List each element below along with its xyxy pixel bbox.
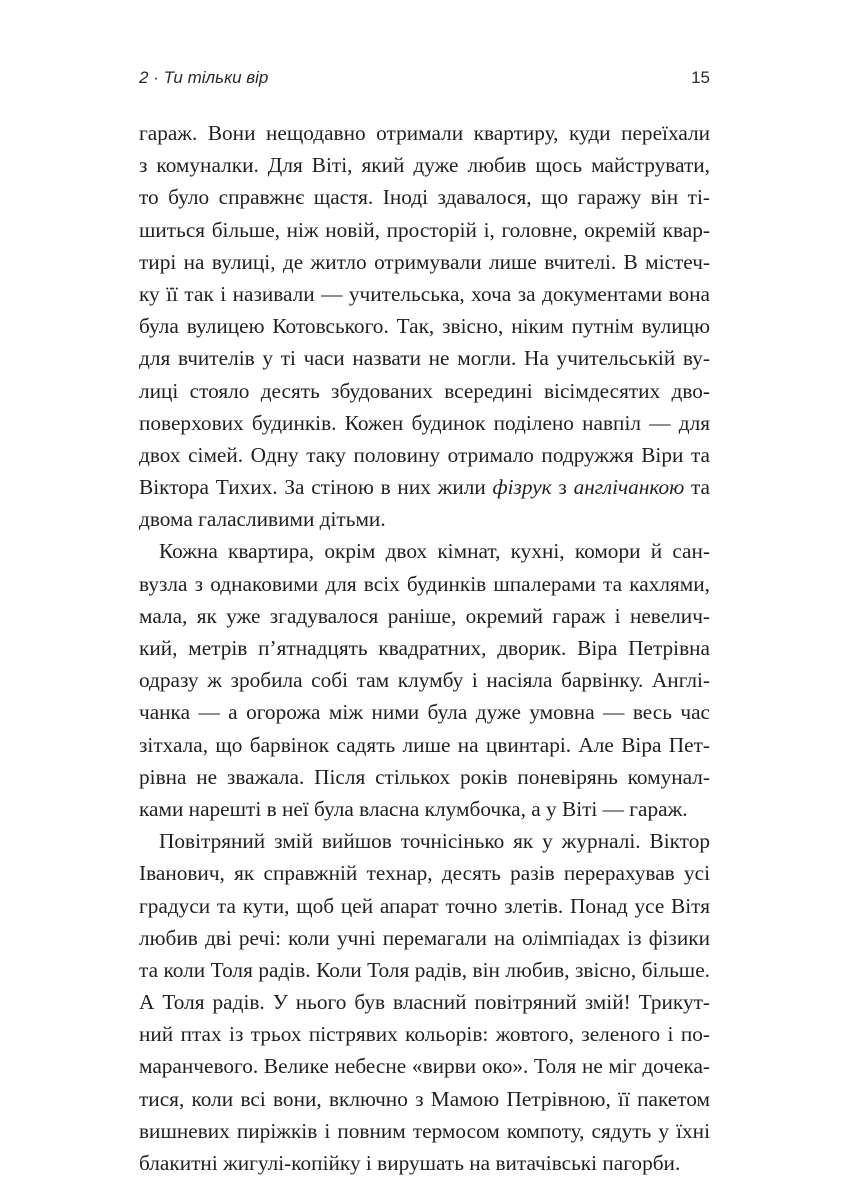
text-line: поверхових будинків. Кожен будинок поділено навпіл — для [139,410,710,435]
text-line: з комуналки. Для Віті, який дуже любив щось майструвати, [139,153,710,178]
text-line: двох сімей. Одну таку половину отримало подружжя Віри та [139,442,710,467]
chapter-label [139,68,268,88]
text-line: чанка — а огорожа між ними була дуже умовна — весь час [139,700,710,725]
paragraph [139,535,710,825]
italic-word: англічанкою [573,475,685,500]
text-line: любив дві речі: коли учні перемагали на олімпіадах із фізики [139,925,710,950]
text-line: зітхала, що барвінок садять лише на цвинтарі. Але Віра Пет- [139,732,710,757]
text-line: двома галасливими дітьми. [139,507,386,532]
chapter-title: Ти тільки вір [163,68,269,87]
text-line: то було справжнє щастя. Іноді здавалося, що гаражу він ті- [139,185,710,210]
body-text [139,117,710,1179]
text-line: ками нарешті в неї була власна клумбочка, а у Віті — гараж. [139,796,688,821]
text-line: шиться більше, ніж новій, просторій і, головне, окремій квар- [139,217,710,242]
text-line: блакитні жигулі-копійку і вирушать на витачівські пагорби. [139,1151,681,1175]
text-line: одразу ж зробила собі там клумбу і насіяла барвінку. Англі- [139,668,710,693]
text-line [139,471,710,503]
text-line: маранчевого. Велике небесне «вирви око». Толя не міг дочека- [139,1054,710,1079]
text-line: ний птах із трьох пістрявих кольорів: жовтого, зеленого і по- [139,1022,710,1047]
italic-word: фізрук [492,475,552,500]
chapter-separator: · [153,68,159,87]
text-line: та коли Толя радів. Коли Толя радів, він любив, звісно, більше. [139,957,710,982]
text-line: гараж. Вони нещодавно отримали квартиру, куди переїхали [139,121,710,145]
text-line: градуси та кути, щоб цей апарат точно злетів. Понад усе Вітя [139,893,710,918]
text-segment: з [551,475,574,500]
chapter-number: 2 [139,68,149,87]
text-segment: та [684,475,710,500]
text-line: тися, коли всі вони, включно з Мамою Петрівною, її пакетом [139,1086,710,1111]
text-line: лиці стояло десять збудованих всередині вісімдесятих дво- [139,378,710,403]
text-line: Повітряний змій вийшов точнісінько як у журналі. Віктор [159,829,710,854]
text-line: рівна не зважала. Після стількох років поневірянь комунал- [139,764,710,789]
text-line: для вчителів у ті часи назвати не могли. На учительській ву- [139,346,710,371]
text-line: була вулицею Котовського. Так, звісно, ніким путнім вулицю [139,314,710,339]
text-line: Іванович, як справжній технар, десять разів перерахував усі [139,861,710,886]
text-segment: Віктора Тихих. За стіною в них жили [139,475,493,500]
page-number: 15 [691,68,710,87]
text-line: вузла з однаковими для всіх будинків шпалерами та кахлями, [139,571,710,596]
paragraph [139,825,710,1179]
running-header [139,68,710,92]
text-line: А Толя радів. У нього був власний повітряний змій! Трикут- [139,990,710,1015]
text-line: мала, як уже згадувалося раніше, окремий гараж і невелич- [139,603,710,628]
text-line: кий, метрів п’ятнадцять квадратних, дворик. Віра Петрівна [139,636,710,660]
text-line: ку її так і називали — учительська, хоча за документами вона [139,281,710,306]
text-line: вишневих пиріжків і повним термосом компоту, сядуть у їхні [139,1118,710,1143]
text-line: Кожна квартира, окрім двох кімнат, кухні, комори й сан- [159,539,710,564]
paragraph [139,117,710,535]
text-line: тирі на вулиці, де житло отримували лише вчителі. В містеч- [139,249,710,274]
